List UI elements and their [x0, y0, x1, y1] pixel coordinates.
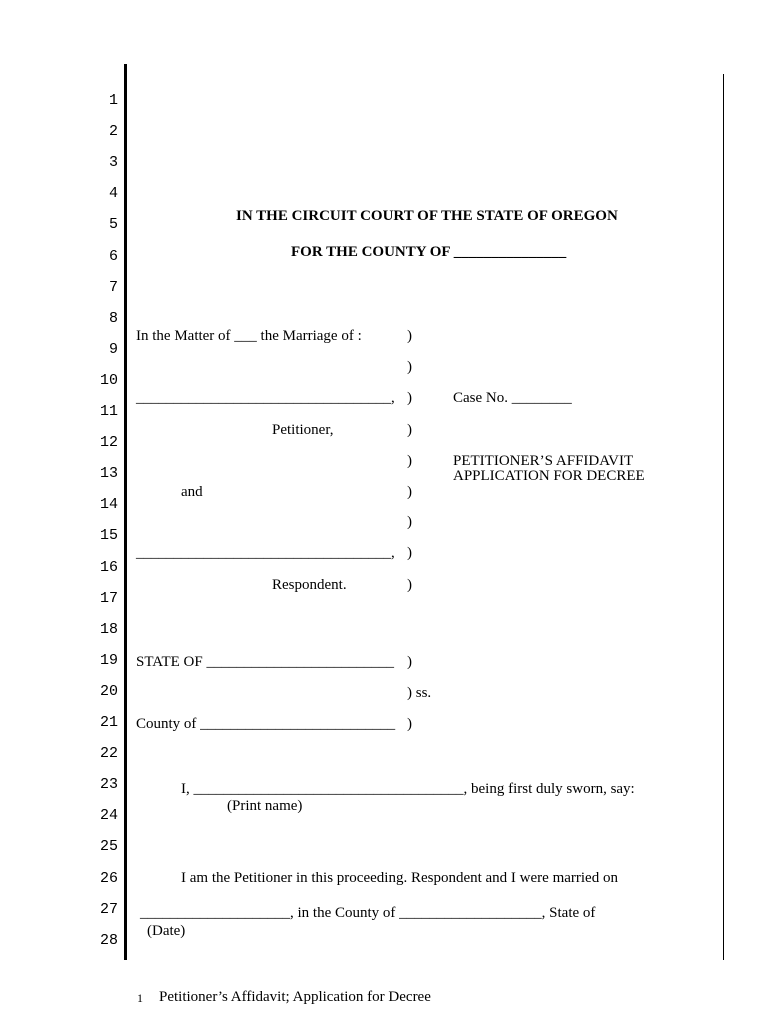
caption-paren: ) — [407, 328, 412, 344]
venue-paren: ) — [407, 716, 412, 732]
caption-paren: ) — [407, 514, 412, 530]
line-number: 24 — [99, 807, 118, 825]
line-number: 16 — [99, 558, 118, 576]
caption-paren: ) — [407, 484, 412, 500]
line-number: 12 — [99, 434, 118, 452]
line-number: 25 — [99, 838, 118, 856]
line-number: 23 — [99, 776, 118, 794]
line-number: 7 — [108, 278, 118, 296]
line-number: 22 — [99, 745, 118, 763]
line-number: 19 — [99, 651, 118, 669]
line-number: 27 — [99, 900, 118, 918]
line-number: 9 — [108, 340, 118, 358]
case-number: Case No. ________ — [453, 390, 572, 406]
line-number: 15 — [99, 527, 118, 545]
county-of-line: County of __________________________ — [136, 716, 396, 732]
left-margin-rule — [124, 64, 127, 960]
venue-paren: ) — [407, 654, 412, 670]
line-number: 20 — [99, 682, 118, 700]
county-heading: FOR THE COUNTY OF _______________ — [291, 244, 567, 260]
respondent-name-blank: __________________________________, — [136, 545, 395, 561]
date-label: (Date) — [147, 923, 186, 939]
petitioner-label: Petitioner, — [272, 422, 334, 438]
ss-label: ) ss. — [407, 685, 432, 701]
caption-paren: ) — [407, 545, 412, 561]
line-number: 13 — [99, 465, 118, 483]
and-label: and — [181, 484, 203, 500]
line-number: 10 — [99, 371, 118, 389]
court-heading: IN THE CIRCUIT COURT OF THE STATE OF OREGON — [236, 208, 618, 224]
line-number: 21 — [99, 714, 118, 731]
line-number: 11 — [99, 403, 118, 420]
line-number: 18 — [99, 620, 118, 638]
line-number: 5 — [108, 216, 118, 234]
print-name-label: (Print name) — [227, 798, 303, 814]
line-number: 3 — [108, 154, 118, 172]
matter-of-line: In the Matter of ___ the Marriage of : — [136, 328, 362, 344]
caption-paren: ) — [407, 359, 412, 375]
footer-title: Petitioner’s Affidavit; Application for Decree — [159, 989, 431, 1005]
footer-page-number: 1 — [137, 991, 143, 1005]
line-number: 28 — [99, 931, 118, 949]
line-number: 6 — [108, 247, 118, 265]
caption-paren: ) — [407, 577, 412, 593]
line-number: 8 — [108, 309, 118, 327]
caption-paren: ) — [407, 422, 412, 438]
line-number: 1 — [108, 92, 118, 109]
state-of-line: STATE OF _________________________ — [136, 654, 394, 670]
line-number: 26 — [99, 869, 118, 887]
marriage-date-place-line: ____________________, in the County of ___________________, State of — [140, 905, 596, 921]
petitioner-name-blank: __________________________________, — [136, 390, 395, 406]
caption-paren: ) — [407, 390, 412, 406]
line-number: 14 — [99, 496, 118, 514]
line-number: 4 — [108, 185, 118, 203]
right-margin-rule — [723, 74, 724, 960]
caption-paren: ) — [407, 453, 412, 469]
line-number: 17 — [99, 589, 118, 607]
line-number: 2 — [108, 123, 118, 141]
sworn-statement: I, ____________________________________, being first duly sworn, say: — [181, 781, 635, 797]
document-title-line1: PETITIONER’S AFFIDAVIT — [453, 453, 634, 469]
document-title-line2: APPLICATION FOR DECREE — [453, 468, 645, 484]
respondent-label: Respondent. — [272, 577, 347, 593]
marriage-statement: I am the Petitioner in this proceeding. Respondent and I were married on — [181, 870, 618, 886]
